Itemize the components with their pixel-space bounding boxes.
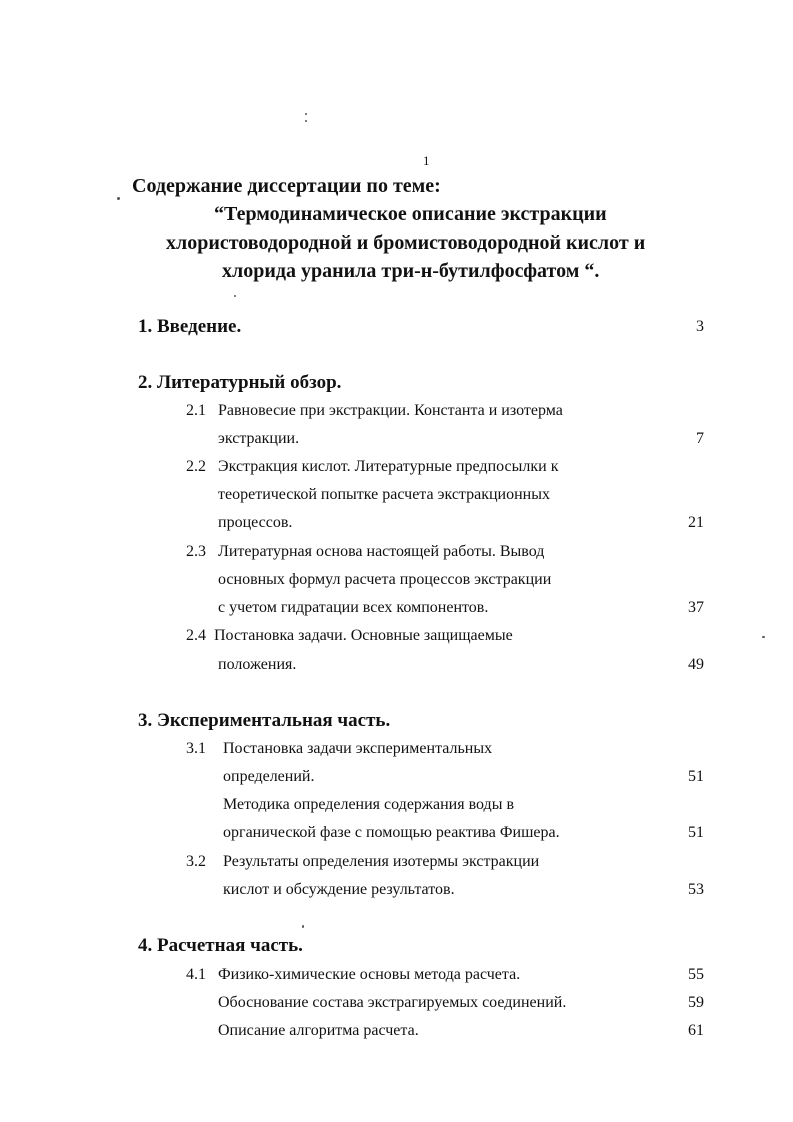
item-3-method-line-2: органической фазе с помощью реактива Фишера. <box>223 824 560 841</box>
section-1-title: 1. Введение. <box>138 316 242 337</box>
item-3-2-number: 3.2 <box>186 853 206 870</box>
page-number: 1 <box>423 153 430 168</box>
item-3-method-line-1: Методика определения содержания воды в <box>223 796 514 813</box>
item-2-2-line-3: процессов. <box>218 514 293 531</box>
scan-speck <box>305 120 307 122</box>
item-3-1-line-1: Постановка задачи экспериментальных <box>223 740 493 757</box>
scan-speck <box>117 197 120 200</box>
item-2-3-number: 2.3 <box>186 543 206 560</box>
section-1-page: 3 <box>696 318 704 335</box>
scan-speck <box>234 295 236 297</box>
item-2-1-line-1: Равновесие при экстракции. Константа и изотерма <box>218 402 563 419</box>
item-4-composition-page: 59 <box>688 994 704 1011</box>
scan-speck <box>302 925 304 928</box>
item-2-1-page: 7 <box>696 430 704 447</box>
item-2-2-page: 21 <box>688 514 704 531</box>
item-2-2-number: 2.2 <box>186 458 206 475</box>
item-3-2-page: 53 <box>688 881 704 898</box>
item-2-3-line-2: основных формул расчета процессов экстракции <box>218 571 552 588</box>
item-2-2-line-2: теоретической попытке расчета экстракционных <box>218 486 550 503</box>
item-4-1-page: 55 <box>688 966 704 983</box>
section-2-title: 2. Литературный обзор. <box>138 372 342 393</box>
header-line-2: “Термодинамическое описание экстракции <box>214 203 607 225</box>
section-4-title: 4. Расчетная часть. <box>138 935 303 956</box>
header-line-3: хлористоводородной и бромистоводородной кислот и <box>166 232 646 254</box>
item-2-4-number: 2.4 <box>186 627 206 644</box>
item-4-1-number: 4.1 <box>186 966 206 983</box>
header-line-1: Содержание диссертации по теме: <box>132 175 441 197</box>
item-2-4-line-1: Постановка задачи. Основные защищаемые <box>214 627 513 644</box>
item-2-1-number: 2.1 <box>186 402 206 419</box>
item-4-composition-line: Обоснование состава экстрагируемых соединений. <box>218 994 567 1011</box>
item-2-4-line-2: положения. <box>218 656 297 673</box>
item-3-2-line-2: кислот и обсуждение результатов. <box>223 881 455 898</box>
section-3-title: 3. Экспериментальная часть. <box>138 710 391 731</box>
item-2-2-line-1: Экстракция кислот. Литературные предпосылки к <box>218 458 559 475</box>
scan-speck <box>305 113 307 115</box>
item-2-4-page: 49 <box>688 656 704 673</box>
scan-speck <box>762 636 765 638</box>
item-3-1-page: 51 <box>688 768 704 785</box>
item-2-3-page: 37 <box>688 599 704 616</box>
item-2-3-line-3: с учетом гидратации всех компонентов. <box>218 599 489 616</box>
item-3-1-number: 3.1 <box>186 740 206 757</box>
item-4-algorithm-page: 61 <box>688 1022 704 1039</box>
item-3-method-page: 51 <box>688 824 704 841</box>
item-2-3-line-1: Литературная основа настоящей работы. Вывод <box>218 543 545 560</box>
item-3-1-line-2: определений. <box>223 768 315 785</box>
item-3-2-line-1: Результаты определения изотермы экстракции <box>223 853 540 870</box>
item-4-algorithm-line: Описание алгоритма расчета. <box>218 1022 419 1039</box>
item-4-1-line-1: Физико-химические основы метода расчета. <box>218 966 521 983</box>
header-line-4: хлорида уранила три-н-бутилфосфатом “. <box>222 260 600 282</box>
item-2-1-line-2: экстракции. <box>218 430 300 447</box>
